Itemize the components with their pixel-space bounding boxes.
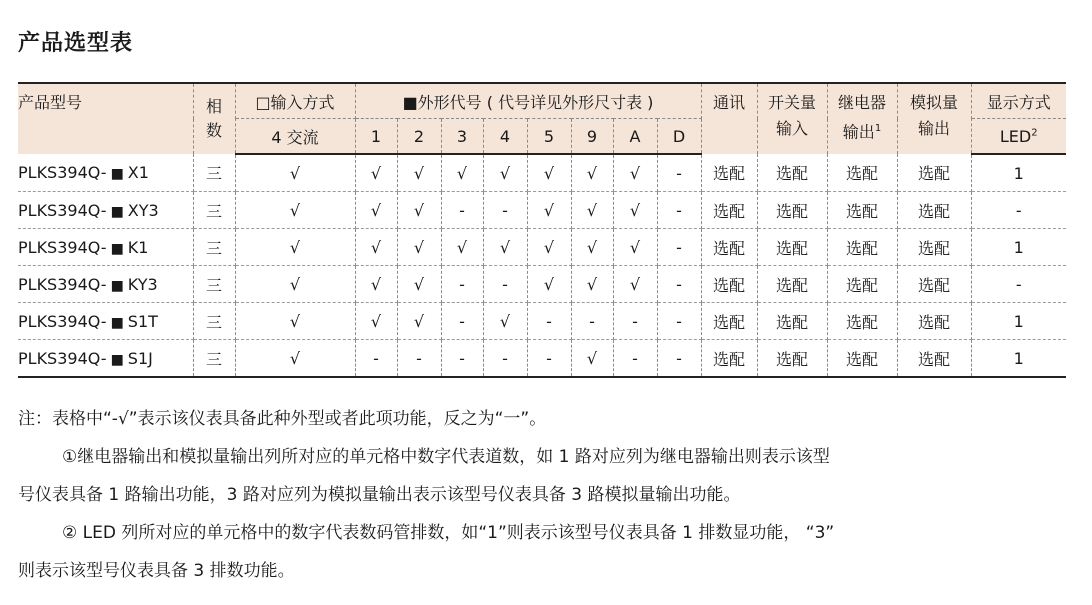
cell-shape: - — [483, 340, 527, 378]
table-row — [18, 303, 1066, 340]
square-icon: ■ — [110, 351, 124, 368]
cell-phase: 三 — [193, 340, 235, 378]
cell-shape: √ — [527, 229, 571, 266]
header-switch-input-line2: 输入 — [775, 119, 808, 138]
model-suffix: XY3 — [127, 200, 159, 220]
cell-shape: √ — [571, 266, 613, 303]
cell-shape: - — [657, 192, 701, 229]
header-input-sub: 4 交流 — [235, 119, 355, 155]
cell-shape: - — [571, 303, 613, 340]
cell-shape: √ — [571, 229, 613, 266]
cell-shape: - — [527, 303, 571, 340]
cell-led: - — [971, 192, 1066, 229]
note-line-2: ①继电器输出和模拟量输出列所对应的单元格中数字代表道数，如 1 路对应列为继电器输出则表示该型 — [62, 447, 830, 467]
cell-shape: √ — [483, 303, 527, 340]
cell-phase: 三 — [193, 266, 235, 303]
shape-code-2: 2 — [397, 119, 441, 155]
header-comm: 通讯 — [701, 83, 757, 154]
cell-shape: - — [441, 340, 483, 378]
header-model: 产品型号 — [18, 83, 193, 154]
cell-analog: 选配 — [897, 154, 971, 192]
cell-relay: 选配 — [827, 340, 897, 378]
shape-code-3: 3 — [441, 119, 483, 155]
header-relay-line2: 输出$^1$ — [842, 122, 882, 142]
cell-shape: - — [657, 266, 701, 303]
cell-shape: √ — [527, 192, 571, 229]
cell-shape: - — [441, 303, 483, 340]
header-phase: 相数 — [193, 83, 235, 154]
cell-input: √ — [235, 303, 355, 340]
model-suffix: X1 — [127, 163, 149, 182]
model-prefix: PLKS394Q- — [18, 237, 107, 257]
model-suffix: KY3 — [127, 274, 158, 294]
notes — [18, 400, 1078, 590]
table-row — [18, 266, 1066, 303]
cell-phase: 三 — [193, 303, 235, 340]
header-display: 显示方式 — [971, 83, 1066, 119]
header-display-sub: LED$^2$ — [971, 119, 1066, 155]
header-analog-line2: 输出 — [917, 119, 950, 138]
cell-shape: √ — [527, 266, 571, 303]
cell-switch: 选配 — [757, 229, 827, 266]
cell-shape: √ — [397, 192, 441, 229]
cell-switch: 选配 — [757, 154, 827, 192]
cell-shape: - — [483, 266, 527, 303]
header-relay-output — [827, 83, 897, 154]
cell-shape: √ — [355, 192, 397, 229]
cell-model — [18, 266, 193, 303]
table-body — [18, 154, 1066, 377]
cell-input: √ — [235, 266, 355, 303]
cell-shape: √ — [571, 192, 613, 229]
cell-relay: 选配 — [827, 266, 897, 303]
model-prefix: PLKS394Q- — [18, 311, 107, 331]
cell-shape: √ — [571, 340, 613, 378]
cell-analog: 选配 — [897, 229, 971, 266]
cell-phase: 三 — [193, 154, 235, 192]
shape-code-5: 5 — [527, 119, 571, 155]
cell-analog: 选配 — [897, 340, 971, 378]
square-icon: ■ — [110, 203, 124, 220]
page-title: 产品选型表 — [18, 31, 134, 56]
cell-led: 1 — [971, 303, 1066, 340]
shape-code-a: A — [613, 119, 657, 155]
cell-shape: √ — [355, 154, 397, 192]
header-row-1 — [18, 83, 1066, 119]
cell-shape: √ — [613, 192, 657, 229]
model-suffix: S1T — [127, 311, 158, 331]
cell-comm: 选配 — [701, 154, 757, 192]
cell-shape: √ — [397, 154, 441, 192]
model-suffix: S1J — [127, 348, 153, 368]
cell-shape: √ — [613, 229, 657, 266]
cell-analog: 选配 — [897, 303, 971, 340]
cell-input: √ — [235, 340, 355, 378]
cell-shape: √ — [397, 229, 441, 266]
shape-code-4: 4 — [483, 119, 527, 155]
header-relay-footnote: 1 — [874, 123, 882, 134]
table-row — [18, 154, 1066, 192]
cell-led: 1 — [971, 340, 1066, 378]
cell-switch: 选配 — [757, 192, 827, 229]
model-prefix: PLKS394Q- — [18, 200, 107, 220]
header-analog-output — [897, 83, 971, 154]
table-row — [18, 229, 1066, 266]
cell-comm: 选配 — [701, 192, 757, 229]
model-prefix: PLKS394Q- — [18, 274, 107, 294]
note-line-5: 则表示该型号仪表具备 3 排数功能。 — [18, 561, 295, 581]
cell-model — [18, 192, 193, 229]
model-suffix: K1 — [127, 237, 149, 257]
cell-relay: 选配 — [827, 154, 897, 192]
cell-analog: 选配 — [897, 192, 971, 229]
cell-input: √ — [235, 192, 355, 229]
cell-shape: √ — [397, 266, 441, 303]
product-selection-table — [18, 82, 1066, 378]
cell-shape: √ — [483, 154, 527, 192]
cell-phase: 三 — [193, 192, 235, 229]
header-analog-line1: 模拟量 — [909, 93, 958, 112]
cell-shape: - — [657, 303, 701, 340]
cell-comm: 选配 — [701, 340, 757, 378]
cell-comm: 选配 — [701, 266, 757, 303]
cell-led: - — [971, 266, 1066, 303]
cell-input: √ — [235, 154, 355, 192]
header-switch-input — [757, 83, 827, 154]
cell-shape: √ — [571, 154, 613, 192]
cell-shape: - — [657, 154, 701, 192]
cell-switch: 选配 — [757, 340, 827, 378]
cell-relay: 选配 — [827, 192, 897, 229]
cell-shape: - — [441, 192, 483, 229]
cell-relay: 选配 — [827, 229, 897, 266]
header-switch-input-line1: 开关量 — [767, 93, 816, 112]
cell-shape: - — [613, 340, 657, 378]
cell-shape: - — [397, 340, 441, 378]
note-line-4: ② LED 列所对应的单元格中的数字代表数码管排数，如“1”则表示该型号仪表具备 1 排数显功能， “3” — [62, 523, 835, 543]
cell-relay: 选配 — [827, 303, 897, 340]
cell-model — [18, 154, 193, 192]
cell-comm: 选配 — [701, 229, 757, 266]
square-icon: ■ — [110, 240, 124, 257]
cell-shape: - — [441, 266, 483, 303]
cell-shape: √ — [355, 303, 397, 340]
model-prefix: PLKS394Q- — [18, 163, 107, 182]
square-icon: ■ — [110, 314, 124, 331]
cell-switch: 选配 — [757, 266, 827, 303]
cell-shape: - — [355, 340, 397, 378]
shape-code-1: 1 — [355, 119, 397, 155]
cell-shape: - — [657, 340, 701, 378]
cell-shape: √ — [355, 266, 397, 303]
cell-shape: √ — [441, 154, 483, 192]
shape-code-9: 9 — [571, 119, 613, 155]
header-shape-code: ■外形代号 ( 代号详见外形尺寸表 ) — [355, 83, 701, 119]
cell-phase: 三 — [193, 229, 235, 266]
cell-comm: 选配 — [701, 303, 757, 340]
model-prefix: PLKS394Q- — [18, 348, 107, 368]
header-display-footnote: 2 — [1031, 127, 1038, 139]
cell-shape: - — [613, 303, 657, 340]
note-line-1: 注：表格中“-√”表示该仪表具备此种外型或者此项功能，反之为“一”。 — [18, 409, 547, 429]
cell-shape: √ — [397, 303, 441, 340]
note-line-3: 号仪表具备 1 路输出功能，3 路对应列为模拟量输出表示该型号仪表具备 3 路模拟量输出功能。 — [18, 485, 741, 505]
shape-code-d: D — [657, 119, 701, 155]
cell-shape: √ — [355, 229, 397, 266]
cell-switch: 选配 — [757, 303, 827, 340]
cell-shape: √ — [527, 154, 571, 192]
square-icon: ■ — [110, 166, 124, 182]
cell-shape: - — [527, 340, 571, 378]
header-relay-line1: 继电器 — [837, 93, 886, 112]
cell-shape: - — [483, 192, 527, 229]
table-row — [18, 192, 1066, 229]
cell-input: √ — [235, 229, 355, 266]
cell-model — [18, 229, 193, 266]
cell-analog: 选配 — [897, 266, 971, 303]
cell-led: 1 — [971, 154, 1066, 192]
cell-shape: √ — [483, 229, 527, 266]
cell-led: 1 — [971, 229, 1066, 266]
header-input-mode: □输入方式 — [235, 83, 355, 119]
cell-model — [18, 340, 193, 378]
table-row — [18, 340, 1066, 378]
cell-shape: √ — [613, 266, 657, 303]
cell-shape: √ — [441, 229, 483, 266]
cell-model — [18, 303, 193, 340]
square-icon: ■ — [110, 277, 124, 294]
cell-shape: - — [657, 229, 701, 266]
cell-shape: √ — [613, 154, 657, 192]
